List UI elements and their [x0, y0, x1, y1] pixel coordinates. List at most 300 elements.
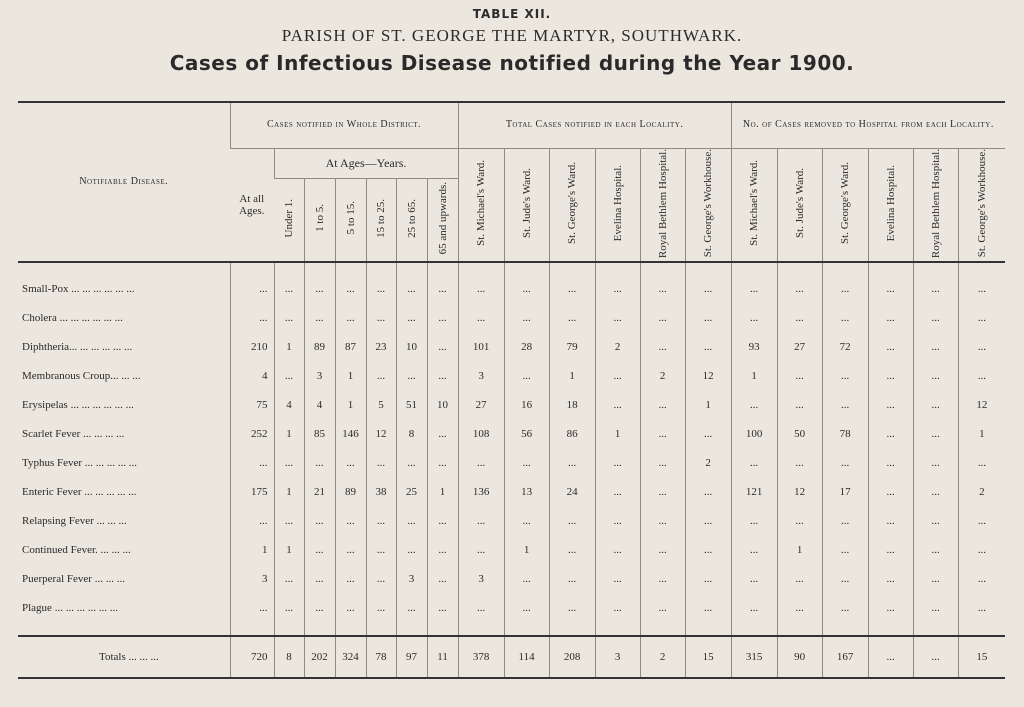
parish-title: PARISH OF ST. GEORGE THE MARTYR, SOUTHWARK.: [281, 26, 743, 45]
table-cell: ...: [230, 594, 274, 623]
table-cell: 1: [958, 420, 1005, 449]
table-cell: ...: [549, 507, 595, 536]
table-cell: 5: [366, 391, 396, 420]
table-cell: ...: [304, 449, 335, 478]
disease-label: Erysipelas ... ... ... ... ... ...: [22, 399, 134, 412]
table-cell: ...: [504, 507, 549, 536]
table-number: TABLE XII.: [472, 7, 552, 21]
table-row: [18, 478, 1005, 507]
table-cell: ...: [396, 536, 427, 565]
table-cell: 324: [335, 636, 366, 678]
disease-label: Small-Pox ... ... ... ... ... ...: [22, 283, 135, 296]
table-cell: 11: [427, 636, 458, 678]
table-cell: ...: [868, 536, 913, 565]
table-cell: 28: [504, 333, 549, 362]
table-cell: ...: [868, 391, 913, 420]
table-row: [18, 565, 1005, 594]
table-cell: ...: [640, 391, 685, 420]
table-cell: 25: [396, 478, 427, 507]
table-cell: ...: [396, 594, 427, 623]
table-cell: 3: [396, 565, 427, 594]
table-cell: ...: [504, 565, 549, 594]
table-cell: ...: [868, 362, 913, 391]
table-cell: 4: [274, 391, 304, 420]
table-cell: ...: [913, 275, 958, 304]
table-row: [18, 391, 1005, 420]
table-cell: ...: [595, 362, 640, 391]
table-cell: 2: [595, 333, 640, 362]
table-cell: ...: [595, 507, 640, 536]
table-cell: ...: [731, 275, 777, 304]
table-body: [18, 262, 1005, 678]
header-loc-st-michaels: St. Michael's Ward.: [458, 148, 504, 262]
table-cell: 3: [458, 565, 504, 594]
disease-label: Cholera ... ... ... ... ... ...: [22, 312, 123, 325]
table-cell: ...: [913, 420, 958, 449]
table-cell: 208: [549, 636, 595, 678]
table-cell: ...: [427, 275, 458, 304]
table-cell: ...: [595, 594, 640, 623]
table-cell: ...: [913, 478, 958, 507]
table-cell: ...: [458, 536, 504, 565]
table-cell: ...: [685, 594, 731, 623]
table-cell: ...: [685, 304, 731, 333]
table-cell: ...: [913, 565, 958, 594]
table-cell: 1: [427, 478, 458, 507]
table-cell: ...: [335, 507, 366, 536]
table-cell: 2: [958, 478, 1005, 507]
table-cell: ...: [777, 275, 822, 304]
table-cell: ...: [458, 304, 504, 333]
disease-label: Continued Fever. ... ... ...: [22, 544, 131, 557]
table-cell: ...: [458, 507, 504, 536]
disease-label: Totals ... ... ...: [18, 636, 230, 678]
table-cell: ...: [335, 594, 366, 623]
table-cell: ...: [868, 565, 913, 594]
table-cell: 50: [777, 420, 822, 449]
table-cell: 12: [777, 478, 822, 507]
table-cell: ...: [685, 536, 731, 565]
table-cell: 210: [230, 333, 274, 362]
table-cell: ...: [427, 333, 458, 362]
header-each-locality: Total Cases notified in each Locality.: [458, 102, 731, 148]
table-cell: 27: [777, 333, 822, 362]
table-cell: ...: [868, 304, 913, 333]
table-cell: ...: [549, 565, 595, 594]
table-cell: 315: [731, 636, 777, 678]
table-cell: ...: [427, 536, 458, 565]
table-cell: 18: [549, 391, 595, 420]
disease-label: Membranous Croup... ... ...: [22, 370, 141, 383]
header-loc-evelina: Evelina Hospital.: [595, 148, 640, 262]
table-cell: 1: [504, 536, 549, 565]
table-cell: ...: [304, 536, 335, 565]
table-cell: ...: [458, 594, 504, 623]
table-cell: ...: [822, 391, 868, 420]
table-cell: 202: [304, 636, 335, 678]
header-removed-to-hospital: No. of Cases removed to Hospital from each Locality.: [731, 102, 1005, 148]
table-cell: ...: [913, 333, 958, 362]
table-cell: ...: [504, 449, 549, 478]
table-cell: 10: [396, 333, 427, 362]
table-cell: ...: [822, 449, 868, 478]
table-cell: ...: [427, 362, 458, 391]
table-cell: ...: [427, 449, 458, 478]
table-cell: ...: [595, 275, 640, 304]
table-cell: ...: [274, 594, 304, 623]
table-cell: ...: [822, 536, 868, 565]
table-cell: 3: [595, 636, 640, 678]
table-cell: 86: [549, 420, 595, 449]
table-cell: 2: [640, 636, 685, 678]
table-cell: ...: [427, 304, 458, 333]
table-cell: ...: [595, 304, 640, 333]
table-cell: ...: [958, 449, 1005, 478]
table-cell: ...: [731, 536, 777, 565]
table-cell: ...: [958, 536, 1005, 565]
table-row: [18, 304, 1005, 333]
table-cell: ...: [640, 507, 685, 536]
table-cell: 15: [958, 636, 1005, 678]
table-cell: 1: [685, 391, 731, 420]
header-whole-district: Cases notified in Whole District.: [230, 102, 458, 148]
table-cell: ...: [640, 420, 685, 449]
table-cell: ...: [230, 507, 274, 536]
table-cell: ...: [595, 391, 640, 420]
table-cell: 12: [958, 391, 1005, 420]
header-age-5-15: 5 to 15.: [335, 178, 366, 261]
table-cell: ...: [958, 565, 1005, 594]
table-cell: ...: [304, 565, 335, 594]
table-cell: ...: [335, 536, 366, 565]
table-cell: 1: [335, 362, 366, 391]
table-cell: ...: [777, 565, 822, 594]
table-cell: ...: [822, 507, 868, 536]
table-cell: ...: [685, 420, 731, 449]
header-age-65-up: 65 and upwards.: [427, 178, 458, 261]
table-cell: 1: [731, 362, 777, 391]
table-cell: 8: [274, 636, 304, 678]
table-cell: 1: [335, 391, 366, 420]
table-cell: ...: [822, 565, 868, 594]
table-cell: 12: [685, 362, 731, 391]
table-cell: ...: [958, 304, 1005, 333]
table-cell: ...: [230, 275, 274, 304]
table-cell: 87: [335, 333, 366, 362]
table-cell: ...: [822, 594, 868, 623]
table-cell: 4: [230, 362, 274, 391]
table-cell: ...: [396, 507, 427, 536]
table-cell: ...: [731, 449, 777, 478]
table-cell: ...: [335, 304, 366, 333]
table-cell: ...: [335, 275, 366, 304]
table-cell: 2: [640, 362, 685, 391]
table-cell: 78: [822, 420, 868, 449]
header-hosp-st-georges: St. George's Ward.: [822, 148, 868, 262]
table-cell: 90: [777, 636, 822, 678]
header-age-1-5: 1 to 5.: [304, 178, 335, 261]
header-hosp-workhouse: St. George's Workhouse.: [958, 148, 1005, 262]
table-cell: ...: [868, 636, 913, 678]
totals-row: [18, 636, 1005, 678]
table-cell: ...: [913, 304, 958, 333]
table-cell: ...: [274, 507, 304, 536]
table-cell: ...: [731, 594, 777, 623]
table-cell: 101: [458, 333, 504, 362]
header-loc-workhouse: St. George's Workhouse.: [685, 148, 731, 262]
table-cell: ...: [427, 565, 458, 594]
table-cell: 3: [458, 362, 504, 391]
table-cell: ...: [913, 391, 958, 420]
table-cell: ...: [868, 507, 913, 536]
table-cell: ...: [504, 304, 549, 333]
table-cell: 108: [458, 420, 504, 449]
table-cell: ...: [304, 304, 335, 333]
table-cell: ...: [685, 478, 731, 507]
infectious-disease-table: [18, 101, 1005, 679]
table-cell: ...: [958, 275, 1005, 304]
table-cell: ...: [640, 449, 685, 478]
table-cell: ...: [868, 478, 913, 507]
table-cell: ...: [396, 304, 427, 333]
table-cell: ...: [685, 507, 731, 536]
table-cell: ...: [458, 449, 504, 478]
table-cell: ...: [777, 594, 822, 623]
table-cell: ...: [304, 507, 335, 536]
table-cell: ...: [731, 507, 777, 536]
table-cell: ...: [595, 449, 640, 478]
table-cell: ...: [304, 275, 335, 304]
table-cell: ...: [427, 420, 458, 449]
table-cell: 13: [504, 478, 549, 507]
main-title: Cases of Infectious Disease notified during the Year 1900.: [169, 51, 855, 75]
table-cell: 1: [777, 536, 822, 565]
header-hosp-royal-bethlem: Royal Bethlem Hospital.: [913, 148, 958, 262]
table-cell: 17: [822, 478, 868, 507]
table-cell: 4: [304, 391, 335, 420]
table-cell: ...: [366, 565, 396, 594]
table-cell: 720: [230, 636, 274, 678]
table-cell: 56: [504, 420, 549, 449]
table-cell: 1: [230, 536, 274, 565]
table-row: [18, 594, 1005, 623]
table-cell: ...: [458, 275, 504, 304]
table-cell: ...: [549, 449, 595, 478]
table-cell: 2: [685, 449, 731, 478]
table-cell: ...: [913, 507, 958, 536]
table-cell: 1: [274, 420, 304, 449]
table-cell: 51: [396, 391, 427, 420]
table-cell: 12: [366, 420, 396, 449]
table-cell: ...: [230, 449, 274, 478]
table-cell: ...: [640, 478, 685, 507]
table-cell: ...: [274, 449, 304, 478]
table-cell: ...: [640, 594, 685, 623]
table-cell: 136: [458, 478, 504, 507]
table-cell: ...: [274, 565, 304, 594]
table-cell: 114: [504, 636, 549, 678]
table-cell: ...: [731, 391, 777, 420]
table-row: [18, 449, 1005, 478]
disease-label: Diphtheria... ... ... ... ... ...: [22, 341, 133, 354]
table-cell: ...: [274, 304, 304, 333]
table-cell: 72: [822, 333, 868, 362]
table-cell: ...: [504, 594, 549, 623]
table-cell: ...: [595, 536, 640, 565]
disease-label: Typhus Fever ... ... ... ... ...: [22, 457, 138, 470]
table-row: [18, 275, 1005, 304]
table-cell: 10: [427, 391, 458, 420]
table-cell: 75: [230, 391, 274, 420]
header-all-ages: At all Ages.: [230, 148, 274, 262]
table-cell: 27: [458, 391, 504, 420]
header-age-15-25: 15 to 25.: [366, 178, 396, 261]
table-cell: ...: [913, 636, 958, 678]
table-row: [18, 536, 1005, 565]
table-cell: 175: [230, 478, 274, 507]
table-cell: ...: [427, 594, 458, 623]
table-cell: ...: [958, 333, 1005, 362]
table-cell: ...: [958, 594, 1005, 623]
table-cell: 3: [230, 565, 274, 594]
table-cell: 24: [549, 478, 595, 507]
table-cell: 85: [304, 420, 335, 449]
table-row: [18, 420, 1005, 449]
table-cell: ...: [366, 275, 396, 304]
table-cell: 89: [304, 333, 335, 362]
header-loc-st-georges: St. George's Ward.: [549, 148, 595, 262]
header-hosp-st-michaels: St. Michael's Ward.: [731, 148, 777, 262]
table-cell: ...: [868, 449, 913, 478]
table-cell: ...: [396, 362, 427, 391]
table-cell: ...: [777, 362, 822, 391]
table-cell: ...: [640, 565, 685, 594]
table-cell: 121: [731, 478, 777, 507]
table-cell: 97: [396, 636, 427, 678]
table-cell: ...: [396, 449, 427, 478]
table-cell: 93: [731, 333, 777, 362]
table-cell: ...: [595, 478, 640, 507]
table-cell: ...: [549, 275, 595, 304]
table-cell: 16: [504, 391, 549, 420]
disease-label: Relapsing Fever ... ... ...: [22, 515, 127, 528]
table-cell: ...: [777, 449, 822, 478]
table-cell: 1: [595, 420, 640, 449]
header-age-under-1: Under 1.: [274, 178, 304, 261]
table-cell: ...: [685, 333, 731, 362]
table-cell: 378: [458, 636, 504, 678]
table-cell: ...: [549, 594, 595, 623]
table-cell: ...: [685, 565, 731, 594]
table-cell: ...: [274, 362, 304, 391]
table-cell: ...: [731, 304, 777, 333]
table-cell: 1: [274, 536, 304, 565]
table-cell: 1: [274, 478, 304, 507]
table-cell: ...: [777, 391, 822, 420]
table-cell: 100: [731, 420, 777, 449]
table-cell: 15: [685, 636, 731, 678]
table-cell: ...: [427, 507, 458, 536]
table-cell: ...: [868, 275, 913, 304]
table-cell: ...: [822, 362, 868, 391]
table-cell: 79: [549, 333, 595, 362]
table-cell: ...: [913, 362, 958, 391]
disease-label: Plague ... ... ... ... ... ...: [22, 602, 118, 615]
disease-label: Scarlet Fever ... ... ... ...: [22, 428, 125, 441]
table-cell: ...: [230, 304, 274, 333]
table-cell: ...: [549, 536, 595, 565]
table-cell: ...: [304, 594, 335, 623]
table-cell: ...: [335, 449, 366, 478]
table-cell: ...: [777, 304, 822, 333]
table-cell: ...: [366, 362, 396, 391]
table-cell: ...: [640, 304, 685, 333]
table-cell: ...: [366, 594, 396, 623]
table-cell: ...: [504, 362, 549, 391]
table-cell: ...: [731, 565, 777, 594]
header-hosp-evelina: Evelina Hospital.: [868, 148, 913, 262]
table-cell: ...: [868, 594, 913, 623]
table-cell: ...: [913, 449, 958, 478]
table-cell: 21: [304, 478, 335, 507]
table-row: [18, 362, 1005, 391]
table-cell: 252: [230, 420, 274, 449]
spacer-row: [18, 623, 1005, 636]
table-cell: ...: [335, 565, 366, 594]
table-cell: 1: [274, 333, 304, 362]
table-cell: 167: [822, 636, 868, 678]
table-cell: ...: [685, 275, 731, 304]
table-cell: 3: [304, 362, 335, 391]
disease-label: Enteric Fever ... ... ... ... ...: [22, 486, 137, 499]
table-cell: ...: [913, 594, 958, 623]
table-cell: ...: [504, 275, 549, 304]
table-cell: 89: [335, 478, 366, 507]
table-cell: 38: [366, 478, 396, 507]
disease-label: Puerperal Fever ... ... ...: [22, 573, 125, 586]
table-cell: ...: [958, 507, 1005, 536]
spacer-row: [18, 262, 1005, 275]
table-cell: ...: [913, 536, 958, 565]
header-hosp-st-judes: St. Jude's Ward.: [777, 148, 822, 262]
table-cell: ...: [958, 362, 1005, 391]
table-cell: ...: [640, 275, 685, 304]
table-cell: ...: [777, 507, 822, 536]
table-cell: ...: [640, 536, 685, 565]
header-disease: Notifiable Disease.: [18, 102, 230, 262]
table-cell: ...: [549, 304, 595, 333]
header-loc-st-judes: St. Jude's Ward.: [504, 148, 549, 262]
table-row: [18, 507, 1005, 536]
table-cell: ...: [396, 275, 427, 304]
table-cell: ...: [640, 333, 685, 362]
table-cell: ...: [274, 275, 304, 304]
table-row: [18, 333, 1005, 362]
table-cell: 1: [549, 362, 595, 391]
table-cell: ...: [868, 333, 913, 362]
table-cell: ...: [366, 536, 396, 565]
table-cell: 8: [396, 420, 427, 449]
table-cell: 78: [366, 636, 396, 678]
table-cell: 23: [366, 333, 396, 362]
table-cell: ...: [366, 507, 396, 536]
table-cell: ...: [822, 275, 868, 304]
table-cell: ...: [868, 420, 913, 449]
header-at-ages: At Ages—Years.: [274, 148, 458, 178]
table-cell: ...: [822, 304, 868, 333]
table-cell: 146: [335, 420, 366, 449]
table-cell: ...: [366, 449, 396, 478]
